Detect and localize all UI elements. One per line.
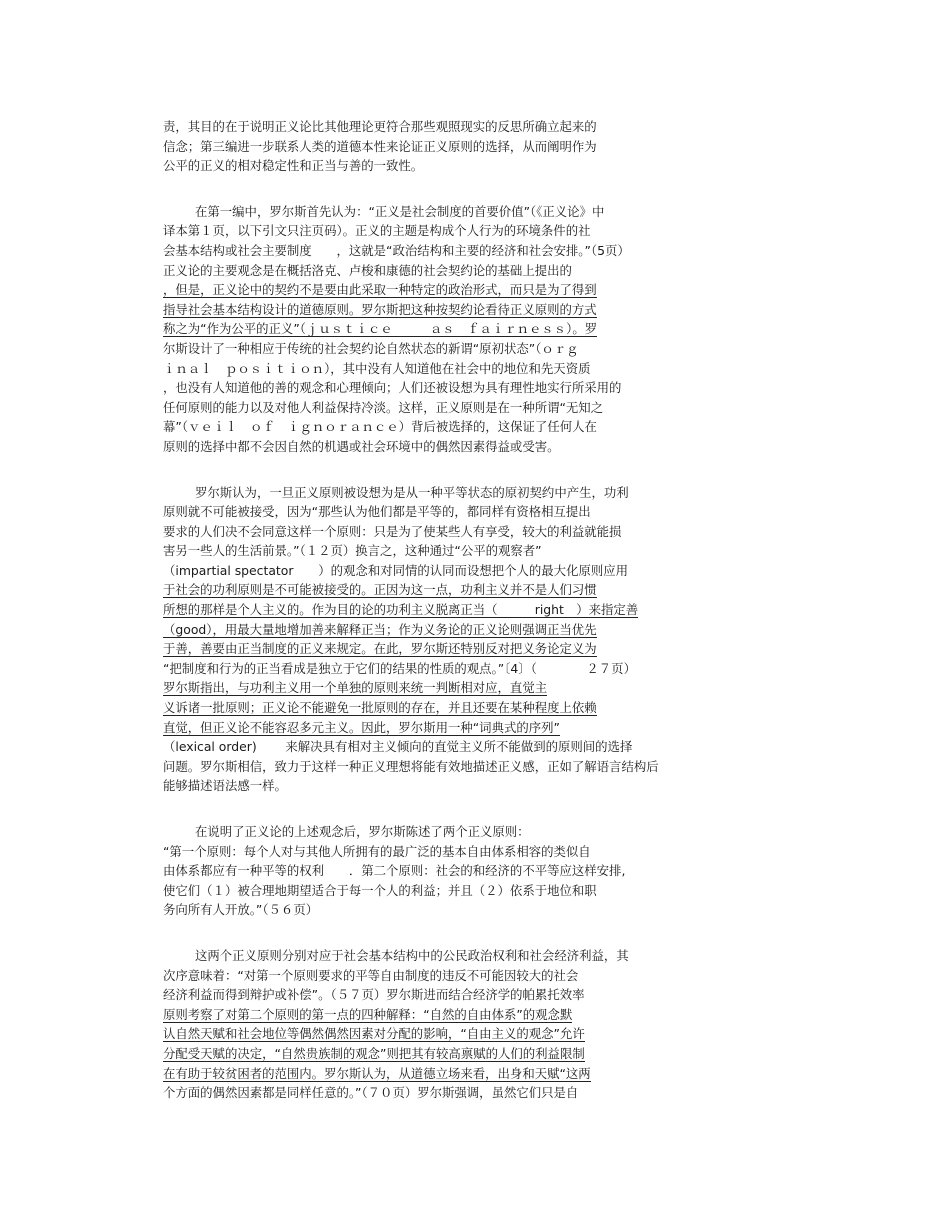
- underlined-text: 义诉诸一批原则；正义论不能避免一批原则的存在，并且还要在某种程度上依赖: [163, 700, 597, 716]
- text-line: 尔斯设计了一种相应于传统的社会契约论自然状态的新谓“原初状态”（ｏｒｇ: [163, 340, 579, 356]
- underlined-text: ，但是，正义论中的契约不是要由此采取一种特定的政治形式，而只是为了得到: [163, 282, 597, 298]
- paragraph-3: [163, 483, 723, 797]
- underlined-text: 指导社会基本结构设计的道德原则。罗尔斯把这种按契约论看待正义原则的方式: [163, 301, 597, 317]
- text-line: “第一个原则：每个人对与其他人所拥有的最广泛的基本自由体系相容的类似自: [163, 843, 591, 859]
- text-line: [163, 600, 723, 620]
- text-line: [163, 280, 723, 300]
- text-line: 原则就不可能被接受，因为“那些认为他们都是平等的，都同样有资格相互提出: [163, 504, 591, 520]
- underlined-text: 所想的那样是个人主义的。作为目的论的功利主义脱离正当（ right ）来指定善: [163, 602, 639, 618]
- text-line: [163, 698, 723, 718]
- text-line: [163, 580, 723, 600]
- text-line: 个方面的偶然因素都是同样任意的。”（７０页）罗尔斯强调，虽然它们只是自: [163, 1085, 579, 1101]
- text-line: [163, 1024, 723, 1044]
- text-line: 问题。罗尔斯相信，致力于这样一种正义理想将能有效地描述正义感，正如了解语言结构后: [163, 758, 659, 774]
- underlined-text: 直觉，但正义论不能容忍多元主义。因此，罗尔斯用一种“词典式的序列”: [163, 719, 560, 735]
- text-line: 次序意味着：“对第一个原则要求的平等自由制度的违反不可能因较大的社会: [163, 967, 579, 983]
- text-line: 在第一编中，罗尔斯首先认为：“正义是社会制度的首要价值”（《正义论》中: [195, 203, 605, 219]
- underlined-text: 罗尔斯指出，与功利主义用一个单独的原则来统一判断相对应，直觉主: [163, 680, 548, 696]
- paragraph-2: [163, 202, 723, 457]
- paragraph-1: [163, 117, 723, 176]
- text-line: [163, 718, 723, 738]
- text-line: ，也没有人知道他的善的观念和心理倾向；人们还被设想为具有理性地实行所采用的: [163, 380, 622, 396]
- underlined-text: （good），用最大量地增加善来解释正当；作为义务论的正义论则强调正当优先: [163, 621, 597, 637]
- text-line: 使它们（１）被合理地期望适合于每一个人的利益；并且（２）依系于地位和职: [163, 882, 597, 898]
- underlined-text: 称之为“作为公平的正义”（ｊｕｓｔｉｃｅ ａｓ ｆａｉｒｎｅｓｓ）。罗: [163, 321, 598, 337]
- underlined-text: 于社会的功利原则是不可能被接受的。正因为这一点，功利主义并不是人们习惯: [163, 582, 597, 598]
- text-line: [163, 678, 723, 698]
- text-line: 公平的正义的相对稳定性和正当与善的一致性。: [163, 158, 424, 174]
- text-line: ｉｎａｌ ｐｏｓｉｔｉｏｎ），其中没有人知道他在社会中的地位和先天资质: [163, 360, 591, 376]
- text-line: [163, 300, 723, 320]
- text-line: 由体系都应有一种平等的权利 ．第二个原则：社会的和经济的不平等应这样安排,: [163, 863, 626, 879]
- underlined-text: 于善，善要由正当制度的正义来规定。在此，罗尔斯还特别反对把义务论定义为: [163, 641, 597, 657]
- text-line: 原则的选择中都不会因自然的机遇或社会环境中的偶然因素得益或受害。: [163, 438, 560, 454]
- text-line: 要求的人们决不会同意这样一个原则：只是为了使某些人有享受，较大的利益就能损: [163, 523, 622, 539]
- text-line: 能够描述语法感一样。: [163, 778, 287, 794]
- text-line: 在说明了正义论的上述观念后，罗尔斯陈述了两个正义原则：: [195, 824, 530, 839]
- text-line: [163, 639, 723, 659]
- text-line: 正义论的主要观念是在概括洛克、卢梭和康德的社会契约论的基础上提出的: [163, 262, 572, 278]
- text-line: [163, 1044, 723, 1064]
- text-line: 这两个正义原则分别对应于社会基本结构中的公民政治权利和社会经济利益，其: [195, 947, 629, 963]
- text-line: “把制度和行为的正当看成是独立于它们的结果的性质的观点。”〔4〕（ ２７页）: [163, 660, 636, 676]
- text-line: [163, 1005, 723, 1025]
- text-line: 任何原则的能力以及对他人利益保持冷淡。这样，正义原则是在一种所谓“无知之: [163, 399, 604, 415]
- text-line: [163, 620, 723, 640]
- text-line: [163, 1064, 723, 1084]
- underlined-text: 认自然天赋和社会地位等偶然偶然因素对分配的影响，“自由主义的观念”允许: [163, 1026, 585, 1042]
- text-line: 幕”（ｖｅｉｌ ｏｆ ｉｇｎｏｒａｎｃｅ）背后被选择的，这保证了任何人在: [163, 419, 597, 435]
- text-line: [163, 319, 723, 339]
- text-line: （impartial spectator ）的观念和对同情的认同而设想把个人的最大化原则应用: [163, 562, 629, 578]
- underlined-text: 在有助于较贫困者的范围内。罗尔斯认为，从道德立场来看，出身和天赋“这两: [163, 1065, 591, 1081]
- text-line: 会基本结构或社会主要制度 ，这就是“政治结构和主要的经济和社会安排。”（5页）: [163, 242, 630, 258]
- document-page: [163, 117, 723, 1129]
- underlined-text: 原则考察了对第二个原则的第一点的四种解释：“自然的自由体系”的观念默: [163, 1006, 573, 1022]
- underlined-text: 分配受天赋的决定，“自然贵族制的观念”则把其有较高禀赋的人们的利益限制: [163, 1045, 585, 1061]
- text-line: 务向所有人开放。”（５６页）: [163, 902, 319, 918]
- text-line: 责，其目的在于说明正义论比其他理论更符合那些观照现实的反思所确立起来的: [163, 119, 597, 134]
- paragraph-4: [163, 822, 723, 920]
- text-line: （lexical order) 来解决具有相对主义倾向的直觉主义所不能做到的原则间的选择: [163, 739, 633, 755]
- text-line: 害另一些人的生活前景。”（１２页）换言之，这种通过“公平的观察者”: [163, 543, 542, 559]
- text-line: 罗尔斯认为，一旦正义原则被设想为是从一种平等状态的原初契约中产生，功利: [195, 484, 629, 500]
- text-line: 译本第１页，以下引文只注页码）。正义的主题是构成个人行为的环境条件的社: [163, 223, 591, 239]
- paragraph-5: [163, 946, 723, 1103]
- text-line: 经济利益而得到辩护或补偿”。（５７页）罗尔斯进而结合经济学的帕累托效率: [163, 987, 585, 1003]
- text-line: 信念；第三编进一步联系人类的道德本性来论证正义原则的选择，从而阐明作为: [163, 138, 597, 154]
